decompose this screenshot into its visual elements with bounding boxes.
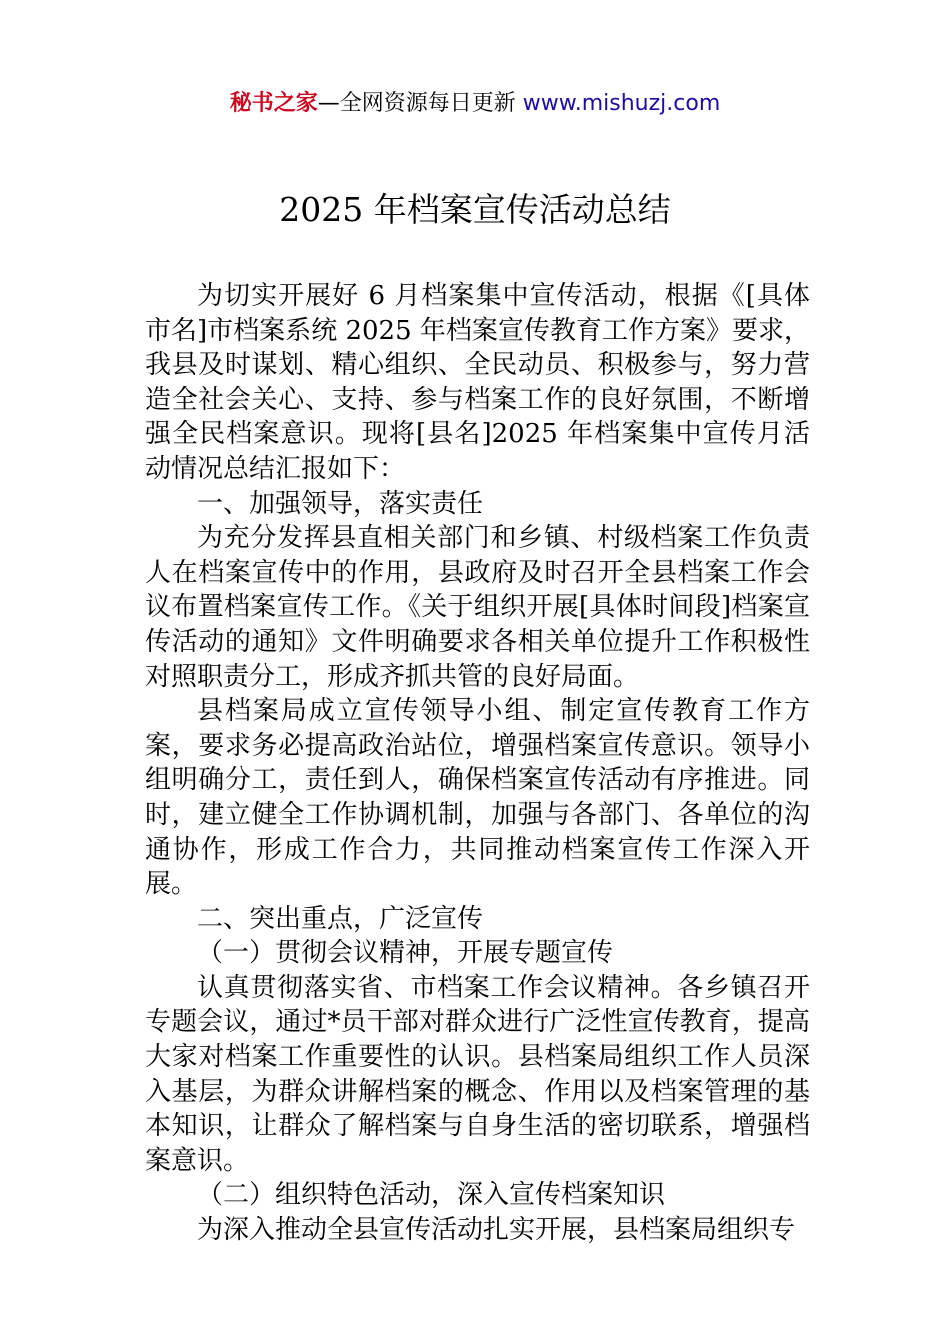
site-header [0, 86, 950, 122]
document-title: 2025 年档案宣传活动总结 [279, 190, 671, 229]
subheading-2-1: （一）贯彻会议精神，开展专题宣传 [197, 938, 614, 969]
heading-section-2: 二、突出重点，广泛宣传 [197, 903, 484, 934]
site-url-link[interactable]: www.mishuzj.com [522, 91, 721, 116]
paragraph-section-1a: 为充分发挥县直相关部门和乡镇、村级档案工作负责人在档案宣传中的作用，县政府及时召开全县档案工作会议布置档案宣传工作。《关于组织开展[具体时间段]档案宣传活动的通知》文件明确要求各相关单位提升工作积极性对照职责分工，形成齐抓共管的良好局面。 [145, 523, 810, 692]
document-body [145, 279, 810, 1248]
site-tagline: —全网资源每日更新 [317, 91, 523, 116]
paragraph-section-1b: 县档案局成立宣传领导小组、制定宣传教育工作方案，要求务必提高政治站位，增强档案宣传意识。领导小组明确分工，责任到人，确保档案宣传活动有序推进。同时，建立健全工作协调机制，加强与各部门、各单位的沟通协作，形成工作合力，共同推动档案宣传工作深入开展。 [145, 696, 810, 900]
site-brand: 秘书之家 [229, 91, 318, 116]
heading-section-1: 一、加强领导，落实责任 [197, 488, 484, 519]
subheading-2-2: （二）组织特色活动，深入宣传档案知识 [197, 1180, 666, 1211]
paragraph-intro: 为切实开展好 6 月档案集中宣传活动，根据《[具体市名]市档案系统 2025 年档案宣传教育工作方案》要求，我县及时谋划、精心组织、全民动员、积极参与，努力营造全社会关心、支持、参与档案工作的良好氛围，不断增强全民档案意识。现将[县名]2025 年档案集中宣传月活动情况总结汇报如下： [145, 281, 810, 484]
paragraph-section-2b: 为深入推动全县宣传活动扎实开展，县档案局组织专 [197, 1215, 796, 1246]
paragraph-section-2a: 认真贯彻落实省、市档案工作会议精神。各乡镇召开专题会议，通过*员干部对群众进行广泛性宣传教育，提高大家对档案工作重要性的认识。县档案局组织工作人员深入基层，为群众讲解档案的概念、作用以及档案管理的基本知识，让群众了解档案与自身生活的密切联系，增强档案意识。 [145, 972, 810, 1176]
